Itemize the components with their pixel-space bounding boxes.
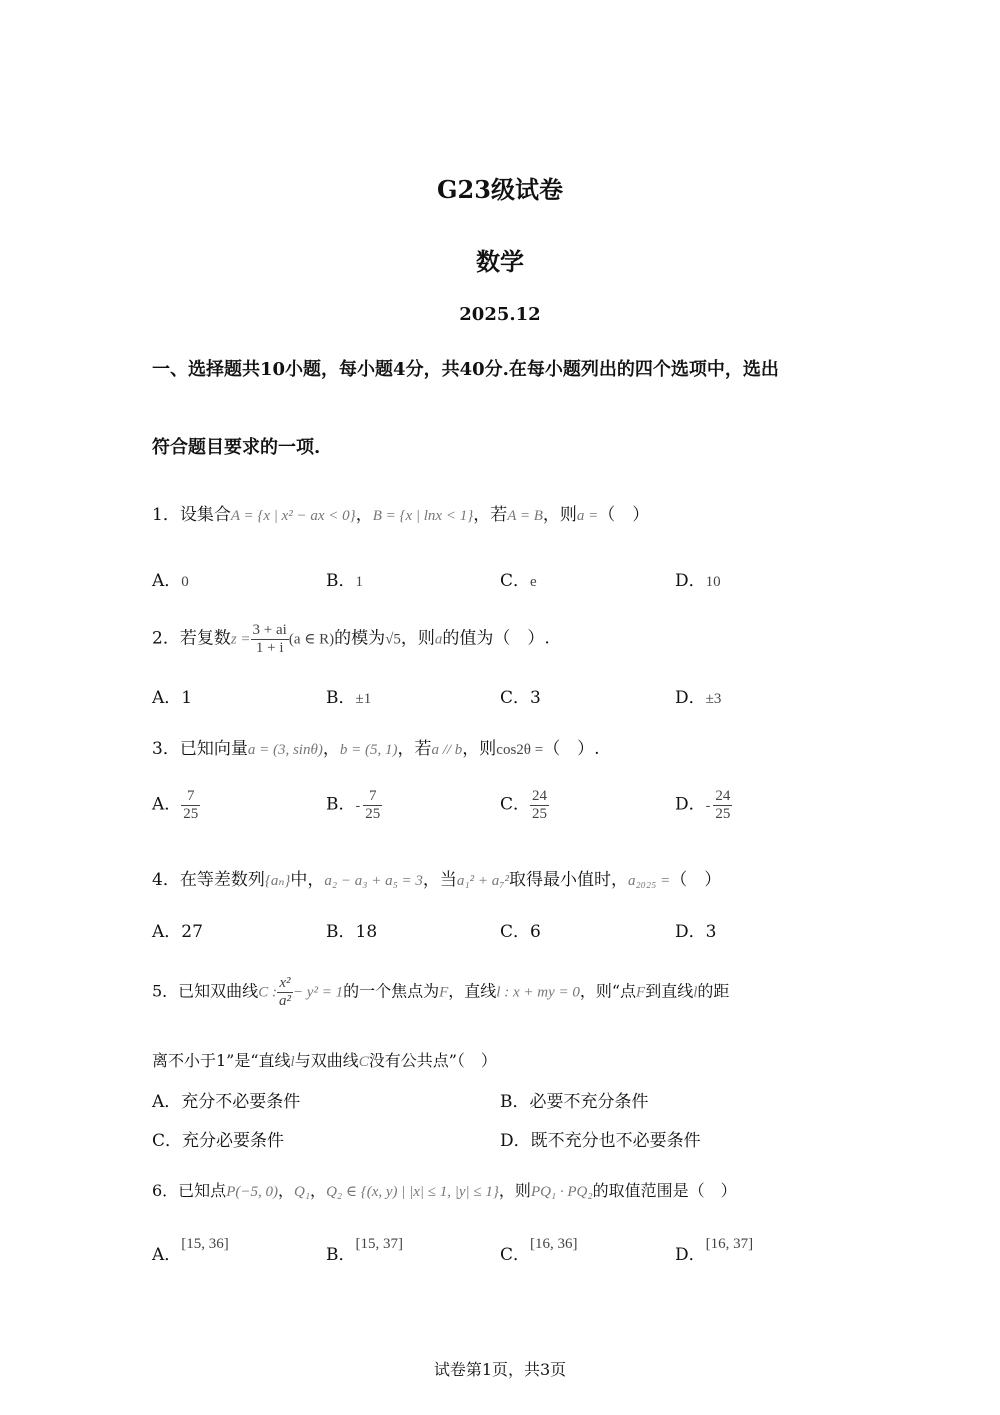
q6-point-q1: Q₁ (293, 1184, 311, 1200)
q1-tail: （ ） (598, 505, 650, 525)
subject-title: 数学 (476, 247, 524, 276)
q6-option-d[interactable] (675, 1236, 754, 1265)
option-label: D． (675, 688, 706, 708)
fraction-denominator: 25 (365, 805, 381, 822)
fraction-denominator: 25 (715, 805, 731, 822)
option-label: C． (500, 1245, 531, 1265)
q2-domain: (a ∈ R) (288, 631, 335, 648)
q5-focus: F (439, 984, 449, 1001)
option-value: 3 (705, 922, 717, 942)
q3-sep: ， (322, 739, 340, 759)
q6-sep: ， (277, 1181, 294, 1200)
option-value: ±1 (355, 691, 372, 707)
section-heading-line2: 符合题目要求的一项. (152, 437, 321, 458)
q6-option-a[interactable] (152, 1236, 229, 1265)
option-value: 充分必要条件 (182, 1131, 285, 1151)
fraction-numerator: 7 (187, 788, 195, 804)
option-label: A． (152, 688, 182, 708)
q5-mid4: 到直线 (645, 981, 694, 1001)
option-value: 充分不必要条件 (181, 1092, 301, 1112)
q5-curve-denominator: a² (278, 992, 291, 1009)
option-label: D． (675, 571, 706, 591)
q2-option-d[interactable] (675, 683, 721, 708)
option-label: D． (675, 1245, 706, 1265)
question-2 (152, 622, 550, 656)
option-value: 18 (355, 922, 378, 942)
option-value: ±3 (705, 691, 722, 707)
q5-curve-fraction (277, 975, 293, 1009)
q5-curve-name: C : (258, 984, 277, 1001)
q4-mid2: ，当 (422, 870, 457, 890)
q4-sequence: {aₙ} (264, 873, 291, 889)
question-1 (152, 500, 649, 525)
q1-option-a[interactable] (152, 566, 189, 591)
q1-set-b: B = {x | lnx < 1} (372, 508, 474, 524)
q2-option-c[interactable] (500, 683, 541, 708)
q2-option-a[interactable] (152, 683, 192, 708)
fraction-denominator: 25 (183, 805, 199, 822)
q1-option-b[interactable] (326, 566, 363, 591)
option-value: 27 (181, 922, 203, 942)
option-label: A． (152, 1245, 182, 1265)
q1-option-c[interactable] (500, 566, 537, 591)
option-value: 0 (181, 574, 189, 590)
option-label: A． (152, 1092, 182, 1112)
fraction-numerator: 24 (532, 788, 548, 804)
q4-option-c[interactable] (500, 917, 541, 942)
option-label: B． (326, 794, 356, 815)
option-label: A． (152, 794, 182, 815)
question-5 (152, 975, 729, 1009)
q3-option-a[interactable] (152, 788, 200, 822)
q2-option-b[interactable] (326, 683, 371, 708)
q3-tail: （ ）. (543, 739, 600, 759)
question-3 (152, 734, 600, 759)
fraction-numerator: 7 (368, 788, 377, 804)
q4-option-a[interactable] (152, 917, 203, 942)
q2-z: z = (230, 631, 251, 648)
q2-denominator: 1 + i (251, 639, 289, 657)
q6-point-q2: Q₂ ∈ {(x, y) | |x| ≤ 1, |y| ≤ 1} (326, 1184, 499, 1200)
q4-ask: a₂₀₂₅ = (627, 873, 671, 889)
question-5-cont (152, 1048, 497, 1071)
page-footer: 试卷第1页，共3页 (433, 1360, 567, 1379)
q6-tail: 的取值范围是（ ） (592, 1181, 737, 1200)
q5-focus-2: F (636, 984, 646, 1001)
option-value: 必要不充分条件 (529, 1092, 649, 1112)
option-value: e (530, 574, 537, 590)
q3-option-b[interactable] (326, 788, 382, 822)
q2-tail: 的值为（ ）. (442, 628, 550, 649)
question-6 (152, 1178, 737, 1201)
q5-cont1: 离不小于1”是“直线 (152, 1051, 291, 1070)
option-value: [16, 37] (705, 1236, 754, 1252)
q3-mid: ，若 (397, 739, 432, 759)
q4-tail: （ ） (670, 870, 722, 890)
q2-mid2: ，则 (400, 628, 435, 649)
q1-set-a: A = {x | x² − ax < 0} (230, 508, 356, 524)
fraction-numerator: 24 (715, 788, 731, 804)
q6-option-c[interactable] (500, 1236, 578, 1265)
option-label: C． (500, 922, 531, 942)
option-label: A． (152, 922, 182, 942)
q4-mid3: 取得最小值时， (508, 870, 628, 890)
q3-cond: a // b (431, 742, 463, 758)
option-fraction (713, 788, 732, 822)
q4-option-b[interactable] (326, 917, 377, 942)
option-label: B． (500, 1092, 530, 1112)
q4-lead: 4．在等差数列 (152, 870, 265, 890)
q5-cont3: 没有公共点”（ ） (368, 1051, 497, 1070)
q2-fraction (251, 622, 289, 656)
q5-curve-rest: − y² = 1 (292, 984, 344, 1001)
q1-mid: ，若 (473, 505, 508, 525)
q1-ask: a = (576, 508, 599, 524)
q2-lead: 2．若复数 (152, 628, 231, 649)
question-4 (152, 865, 721, 890)
option-label: B． (326, 1245, 356, 1265)
option-label: D． (675, 922, 706, 942)
q6-expr: PQ₁ · PQ₂ (530, 1184, 593, 1200)
q5-cont2: 与双曲线 (294, 1051, 359, 1070)
q6-sep2: ， (310, 1181, 327, 1200)
q3-vector-a: a = (3, sinθ) (247, 742, 323, 758)
option-fraction (530, 788, 549, 822)
q5-option-d[interactable] (500, 1126, 701, 1151)
option-value: 既不充分也不必要条件 (530, 1131, 701, 1151)
option-sign: - (355, 797, 361, 814)
option-fraction (363, 788, 382, 822)
exam-date: 2025.12 (459, 304, 541, 325)
q3-mid2: ，则 (462, 739, 497, 759)
q5-lead: 5．已知双曲线 (152, 981, 259, 1001)
option-label: A． (152, 571, 182, 591)
q5-line: l : x + my = 0 (496, 984, 580, 1001)
q3-lead: 3．已知向量 (152, 739, 248, 759)
option-sign: - (705, 797, 711, 814)
q2-modulus: √5 (385, 631, 401, 648)
q3-option-d[interactable] (675, 788, 732, 822)
option-label: C． (500, 794, 531, 815)
q6-lead: 6．已知点 (152, 1181, 227, 1200)
q6-point-p: P(−5, 0) (226, 1184, 278, 1200)
option-label: B． (326, 922, 356, 942)
q5-curve-numerator: x² (279, 975, 291, 991)
q5-option-a[interactable] (152, 1087, 300, 1112)
q2-var: a (434, 631, 443, 648)
option-label: D． (500, 1131, 531, 1151)
option-value: 1 (181, 688, 193, 708)
q6-mid: ，则 (498, 1181, 531, 1200)
option-label: D． (675, 794, 706, 815)
q1-option-d[interactable] (675, 566, 721, 591)
q6-option-b[interactable] (326, 1236, 403, 1265)
option-label: B． (326, 688, 356, 708)
q4-option-d[interactable] (675, 917, 716, 942)
q4-mid: 中， (290, 870, 325, 890)
q3-vector-b: b = (5, 1) (339, 742, 398, 758)
q1-cond: A = B (507, 508, 543, 524)
q5-l-2: l (290, 1054, 295, 1070)
q2-numerator: 3 + ai (252, 622, 287, 638)
q4-expr: a₁² + a₇² (456, 873, 509, 889)
option-label: B． (326, 571, 356, 591)
option-value: [15, 37] (355, 1236, 403, 1252)
q2-mid: 的模为 (334, 628, 386, 649)
q4-cond: a₂ − a₃ + a₅ = 3 (324, 873, 423, 889)
option-value: 10 (705, 574, 721, 590)
option-fraction (181, 788, 200, 822)
q5-mid: 的一个焦点为 (343, 981, 440, 1001)
q3-expr: cos2θ = (496, 742, 544, 758)
q1-sep: ， (355, 505, 373, 525)
q5-tail: 的距 (697, 981, 730, 1001)
option-label: C． (500, 688, 531, 708)
q5-option-c[interactable] (152, 1126, 284, 1151)
q5-l: l (693, 984, 698, 1001)
q1-mid2: ，则 (542, 505, 577, 525)
option-value: 1 (355, 574, 363, 590)
exam-title: G23级试卷 (437, 175, 563, 204)
q3-option-c[interactable] (500, 788, 549, 822)
option-value: [15, 36] (181, 1236, 229, 1252)
q5-mid3: ，则“点 (579, 981, 637, 1001)
option-value: 3 (530, 688, 541, 708)
option-value: [16, 36] (530, 1236, 578, 1252)
q5-mid2: ，直线 (448, 981, 497, 1001)
option-value: 6 (530, 922, 541, 942)
q5-c: C (358, 1054, 369, 1070)
fraction-denominator: 25 (532, 805, 548, 822)
option-label: C． (500, 571, 531, 591)
q1-lead: 1．设集合 (152, 505, 231, 525)
q5-option-b[interactable] (500, 1087, 649, 1112)
section-heading-line1: 一、选择题共10小题，每小题4分，共40分.在每小题列出的四个选项中，选出 (152, 359, 779, 380)
option-label: C． (152, 1131, 183, 1151)
